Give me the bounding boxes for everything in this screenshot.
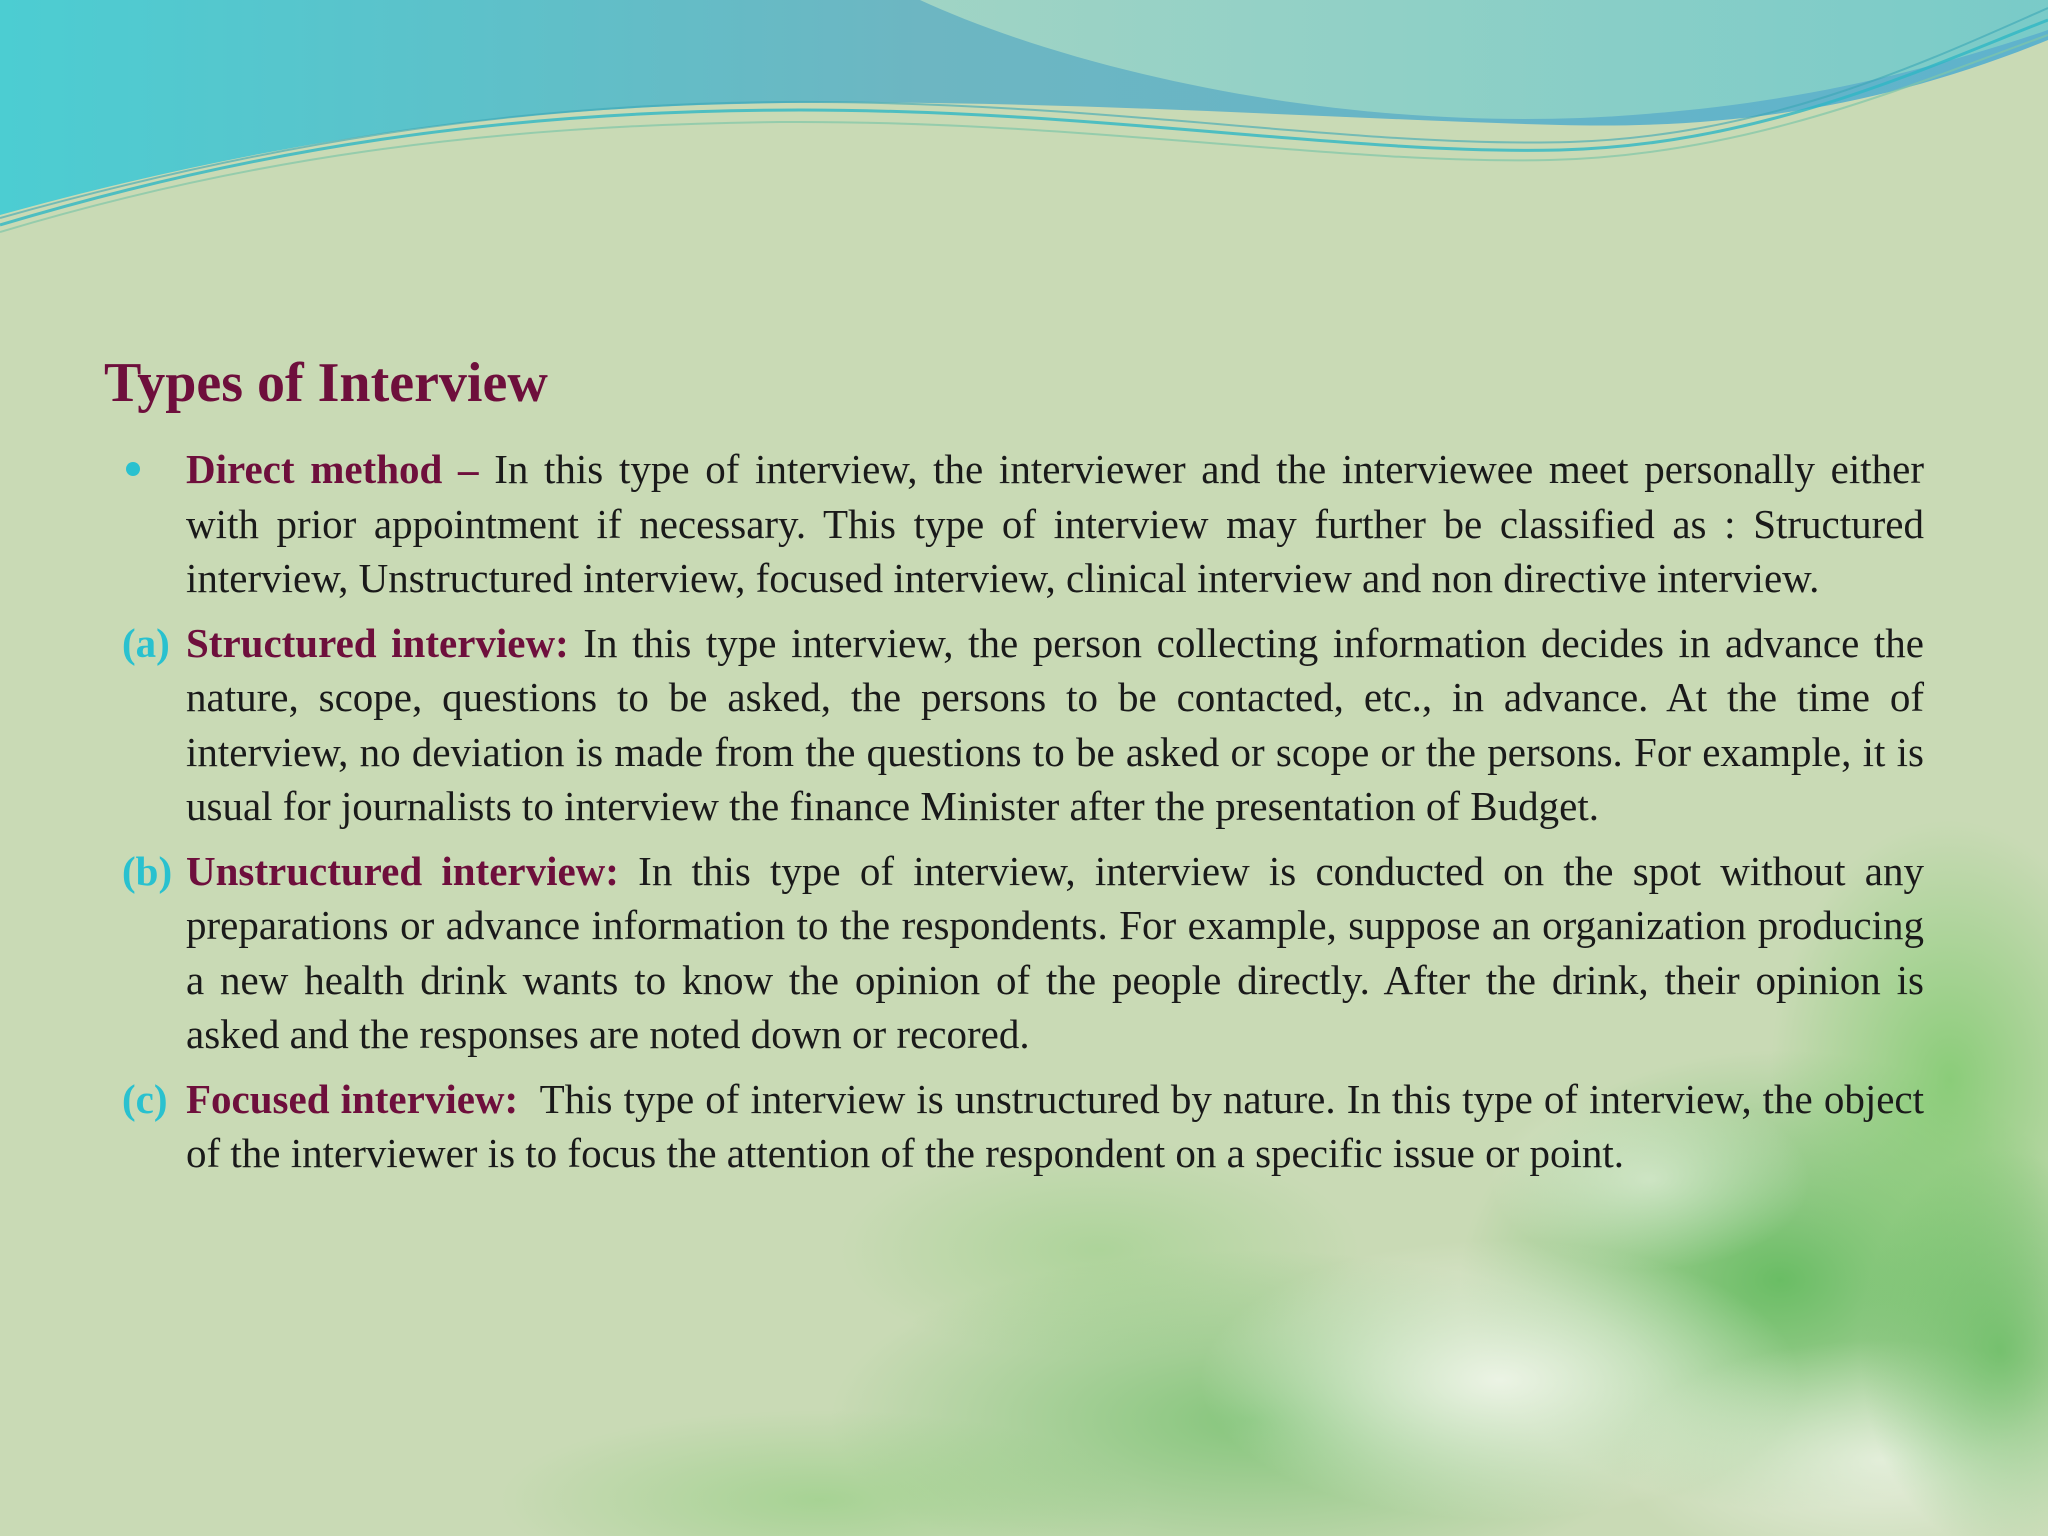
list-item-unstructured xyxy=(104,844,1924,1062)
item-marker: (c) xyxy=(122,1075,168,1122)
item-marker: (a) xyxy=(122,619,170,666)
term-focused-interview: Focused interview: xyxy=(186,1075,519,1122)
term-unstructured-interview: Unstructured interview: xyxy=(186,847,619,894)
item-text: In this type of interview, interview is conducted on the spot without any preparations or advance information to the respondents. For example, suppose an organization producing a new health drink wants to know the opinion of the people directly. After the drink, their opinion is asked and the responses are noted down or recored. xyxy=(186,847,1924,1057)
list-item-structured xyxy=(104,616,1924,834)
item-marker: (b) xyxy=(122,847,173,894)
item-text: In this type interview, the person collecting information decides in advance the nature, scope, questions to be asked, the persons to be contacted, etc., in advance. At the time of interview, no deviation is made from the questions to be asked or scope or the persons. For example, it is usual for journalists to interview the finance Minister after the presentation of Budget. xyxy=(186,619,1924,829)
slide-title: Types of Interview xyxy=(104,352,548,414)
content-list xyxy=(104,442,1935,1191)
item-text: In this type of interview, the interviewer and the interviewee meet personally either with prior appointment if necessary. This type of interview may further be classified as : Structured interview, Unstructured interview, focused interview, clinical interview and non directive interview. xyxy=(186,446,1925,601)
list-item-focused xyxy=(104,1072,1935,1181)
list-item-direct-method xyxy=(104,442,1924,606)
bullet-icon xyxy=(126,462,140,476)
term-structured-interview: Structured interview: xyxy=(186,619,569,666)
term-dash: – xyxy=(442,446,495,492)
term-direct-method: Direct method xyxy=(186,446,443,492)
item-text: This type of interview is unstructured by nature. In this type of interview, the object of the interviewer is to focus the attention of the respondent on a specific issue or point. xyxy=(186,1075,1935,1176)
